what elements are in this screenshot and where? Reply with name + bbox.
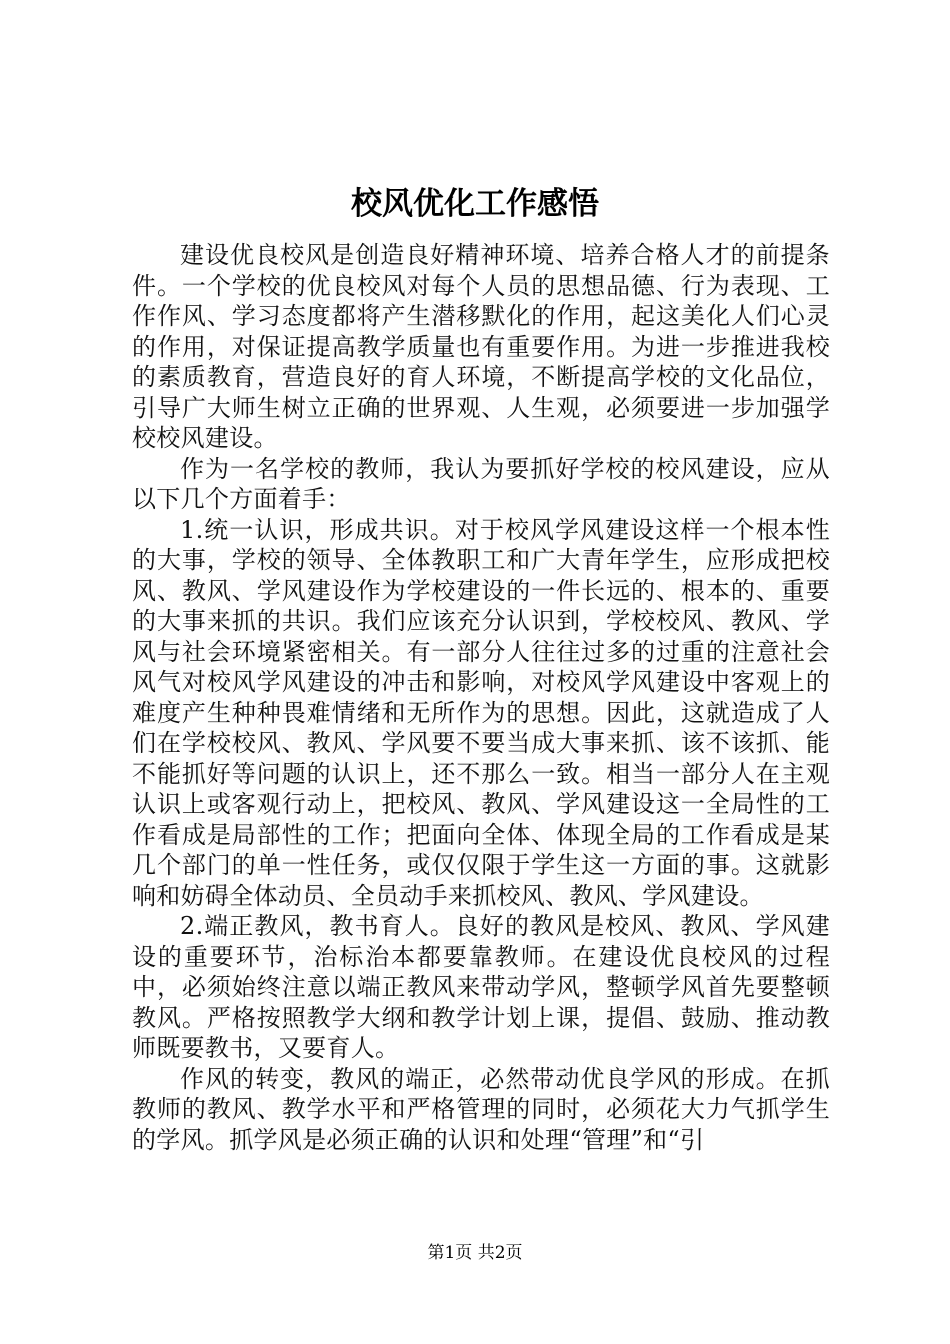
page-number-footer: 第1页 共2页 — [427, 1243, 523, 1263]
document-body — [132, 240, 830, 1155]
paragraph-style-change: 作风的转变，教风的端正，必然带动优良学风的形成。在抓教师的教风、教学水平和严格管理的同时，必须花大力气抓学生的学风。抓学风是必须正确的认识和处理“管理”和“引 — [132, 1064, 830, 1154]
paragraph-approach: 作为一名学校的教师，我认为要抓好学校的校风建设，应从以下几个方面着手： — [132, 454, 830, 513]
paragraph-point-2: 2.端正教风，教书育人。良好的教风是校风、教风、学风建设的重要环节，治标治本都要靠教师。在建设优良校风的过程中，必须始终注意以端正教风来带动学风，整顿学风首先要整顿教风。严格按照教学大纲和教学计划上课，提倡、鼓励、推动教师既要教书，又要育人。 — [132, 912, 830, 1062]
paragraph-point-1: 1.统一认识，形成共识。对于校风学风建设这样一个根本性的大事，学校的领导、全体教职工和广大青年学生，应形成把校风、教风、学风建设作为学校建设的一件长远的、根本的、重要的大事来抓的共识。我们应该充分认识到，学校校风、教风、学风与社会环境紧密相关。有一部分人往往过多的过重的注意社会风气对校风学风建设的冲击和影响，对校风学风建设中客观上的难度产生种种畏难情绪和无所作为的思想。因此，这就造成了人们在学校校风、教风、学风要不要当成大事来抓、该不该抓、能不能抓好等问题的认识上，还不那么一致。相当一部分人在主观认识上或客观行动上，把校风、教风、学风建设这一全局性的工作看成是局部性的工作；把面向全体、体现全局的工作看成是某几个部门的单一性任务，或仅仅限于学生这一方面的事。这就影响和妨碍全体动员、全员动手来抓校风、教风、学风建设。 — [132, 515, 830, 910]
document-title: 校风优化工作感悟 — [351, 186, 599, 222]
paragraph-intro: 建设优良校风是创造良好精神环境、培养合格人才的前提条件。一个学校的优良校风对每个人员的思想品德、行为表现、工作作风、学习态度都将产生潜移默化的作用，起这美化人们心灵的作用，对保证提高教学质量也有重要作用。为进一步推进我校的素质教育，营造良好的育人环境，不断提高学校的文化品位，引导广大师生树立正确的世界观、人生观，必须要进一步加强学校校风建设。 — [132, 241, 830, 452]
